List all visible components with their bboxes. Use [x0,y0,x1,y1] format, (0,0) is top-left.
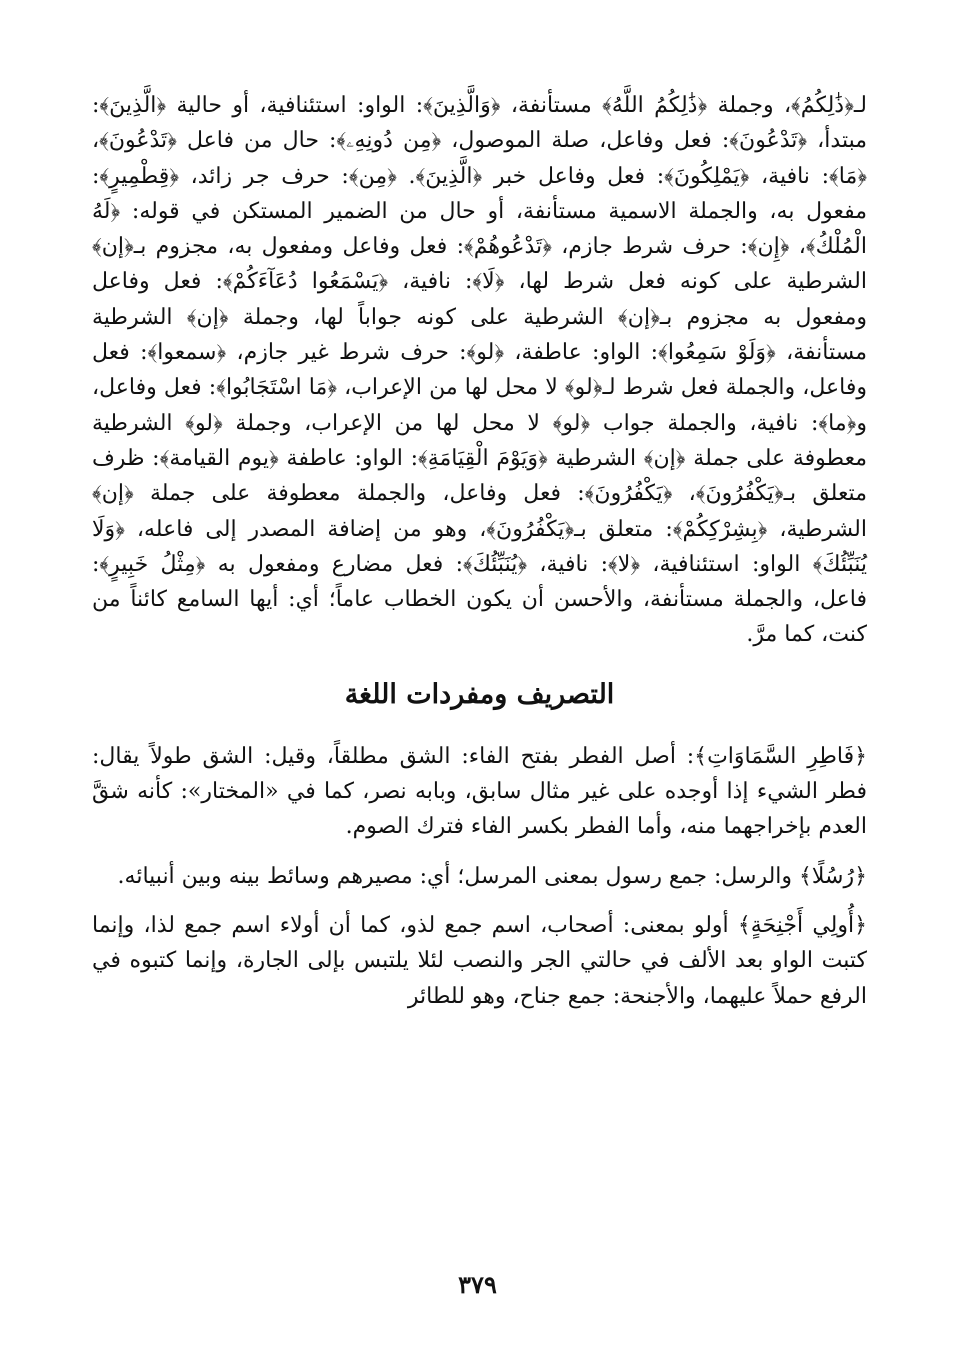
paragraph-rusul: ﴿رُسُلًا﴾ والرسل: جمع رسول بمعنى المرسل؛ أي: مصيرهم وسائط بينه وبين أنبيائه. [117,863,867,889]
paragraph-ajniha: ﴿أُولِي أَجْنِحَةٍ﴾ أولو بمعنى: أصحاب، اسم جمع لذو، كما أن أولاء اسم جمع لذا، وإنما كتبت الواو بعد الألف في حالتي الجر والنصب لئلا يلتبس بإلى الجارة، وإنما كتبوه في الرفع حملاً عليهما، والأجنحة: جمع جناح، وهو للطائر [92,912,867,1009]
paragraph-grammar-analysis: لـ﴿ذَٰلِكُمُ﴾، وجملة ﴿ذَٰلِكُمُ اللَّهُ﴾ مستأنفة، ﴿وَالَّذِينَ﴾: الواو: استئنافية، أو حالية ﴿الَّذِينَ﴾: مبتدأ، ﴿تَدْعُونَ﴾: فعل وفاعل، صلة الموصول، ﴿مِن دُونِهِۦ﴾: حال من فاعل ﴿تَدْعُونَ﴾، ﴿مَا﴾: نافية، ﴿يَمْلِكُونَ﴾: فعل وفاعل خبر ﴿الَّذِينَ﴾. ﴿مِن﴾: حرف جر زائد، ﴿قِطْمِيرٍ﴾: مفعول به، والجملة الاسمية مستأنفة، أو حال من الضمير المستكن في قوله: ﴿لَهُ الْمُلْكُ﴾، ﴿إِن﴾: حرف شرط جازم، ﴿تَدْعُوهُمْ﴾: فعل وفاعل ومفعول به، مجزوم بـ﴿إن﴾ الشرطية على كونه فعل شرط لها، ﴿لَا﴾: نافية، ﴿يَسْمَعُوا دُعَآءَكُمْ﴾: فعل وفاعل ومفعول به مجزوم بـ﴿إن﴾ الشرطية على كونه جواباً لها، وجملة ﴿إن﴾ الشرطية مستأنفة، ﴿وَلَوْ سَمِعُوا﴾: الواو: عاطفة، ﴿لو﴾: حرف شرط غير جازم، ﴿سمعوا﴾: فعل وفاعل، والجملة فعل شرط لـ﴿لو﴾ لا محل لها من الإعراب، ﴿مَا اسْتَجَابُوا﴾: فعل وفاعل، و﴿ما﴾: نافية، والجملة جواب ﴿لو﴾ لا محل لها من الإعراب، وجملة ﴿لو﴾ الشرطية معطوفة على جملة ﴿إن﴾ الشرطية ﴿وَيَوْمَ الْقِيَامَةِ﴾: الواو: عاطفة ﴿يوم القيامة﴾: ظرف متعلق بـ﴿يَكْفُرُونَ﴾، ﴿يَكْفُرُونَ﴾: فعل وفاعل، والجملة معطوفة على جملة ﴿إن﴾ الشرطية، ﴿بِشِرْكِكُمْ﴾: متعلق بـ﴿يَكْفُرُونَ﴾، وهو من إضافة المصدر إلى فاعله، ﴿وَلَا يُنَبِّئُكَ﴾ الواو: استئنافية، ﴿لا﴾: نافية، ﴿يُنَبِّئُكَ﴾: فعل مضارع ومفعول به ﴿مِثْلُ خَبِيرٍ﴾: فاعل، والجملة مستأنفة، والأحسن أن يكون الخطاب عاماً؛ أي: أيها السامع كائناً من كنت، كما مرَّ. [92,93,867,648]
page-number: ٣٧٩ [458,1270,497,1299]
page-body [92,88,867,1014]
section-heading: التصريف ومفردات اللغة [344,678,615,710]
paragraph-fatir: ﴿فَاطِرِ السَّمَاوَاتِ﴾: أصل الفطر بفتح الفاء: الشق مطلقاً، وقيل: الشق طولاً يقال: فطر الشيء إذا أوجده على غير مثال سابق، وبابه نصر، كما في «المختار»: كأنه شقَّ العدم بإخراجهما منه، وأما الفطر بكسر الفاء فترك الصوم. [92,743,867,840]
